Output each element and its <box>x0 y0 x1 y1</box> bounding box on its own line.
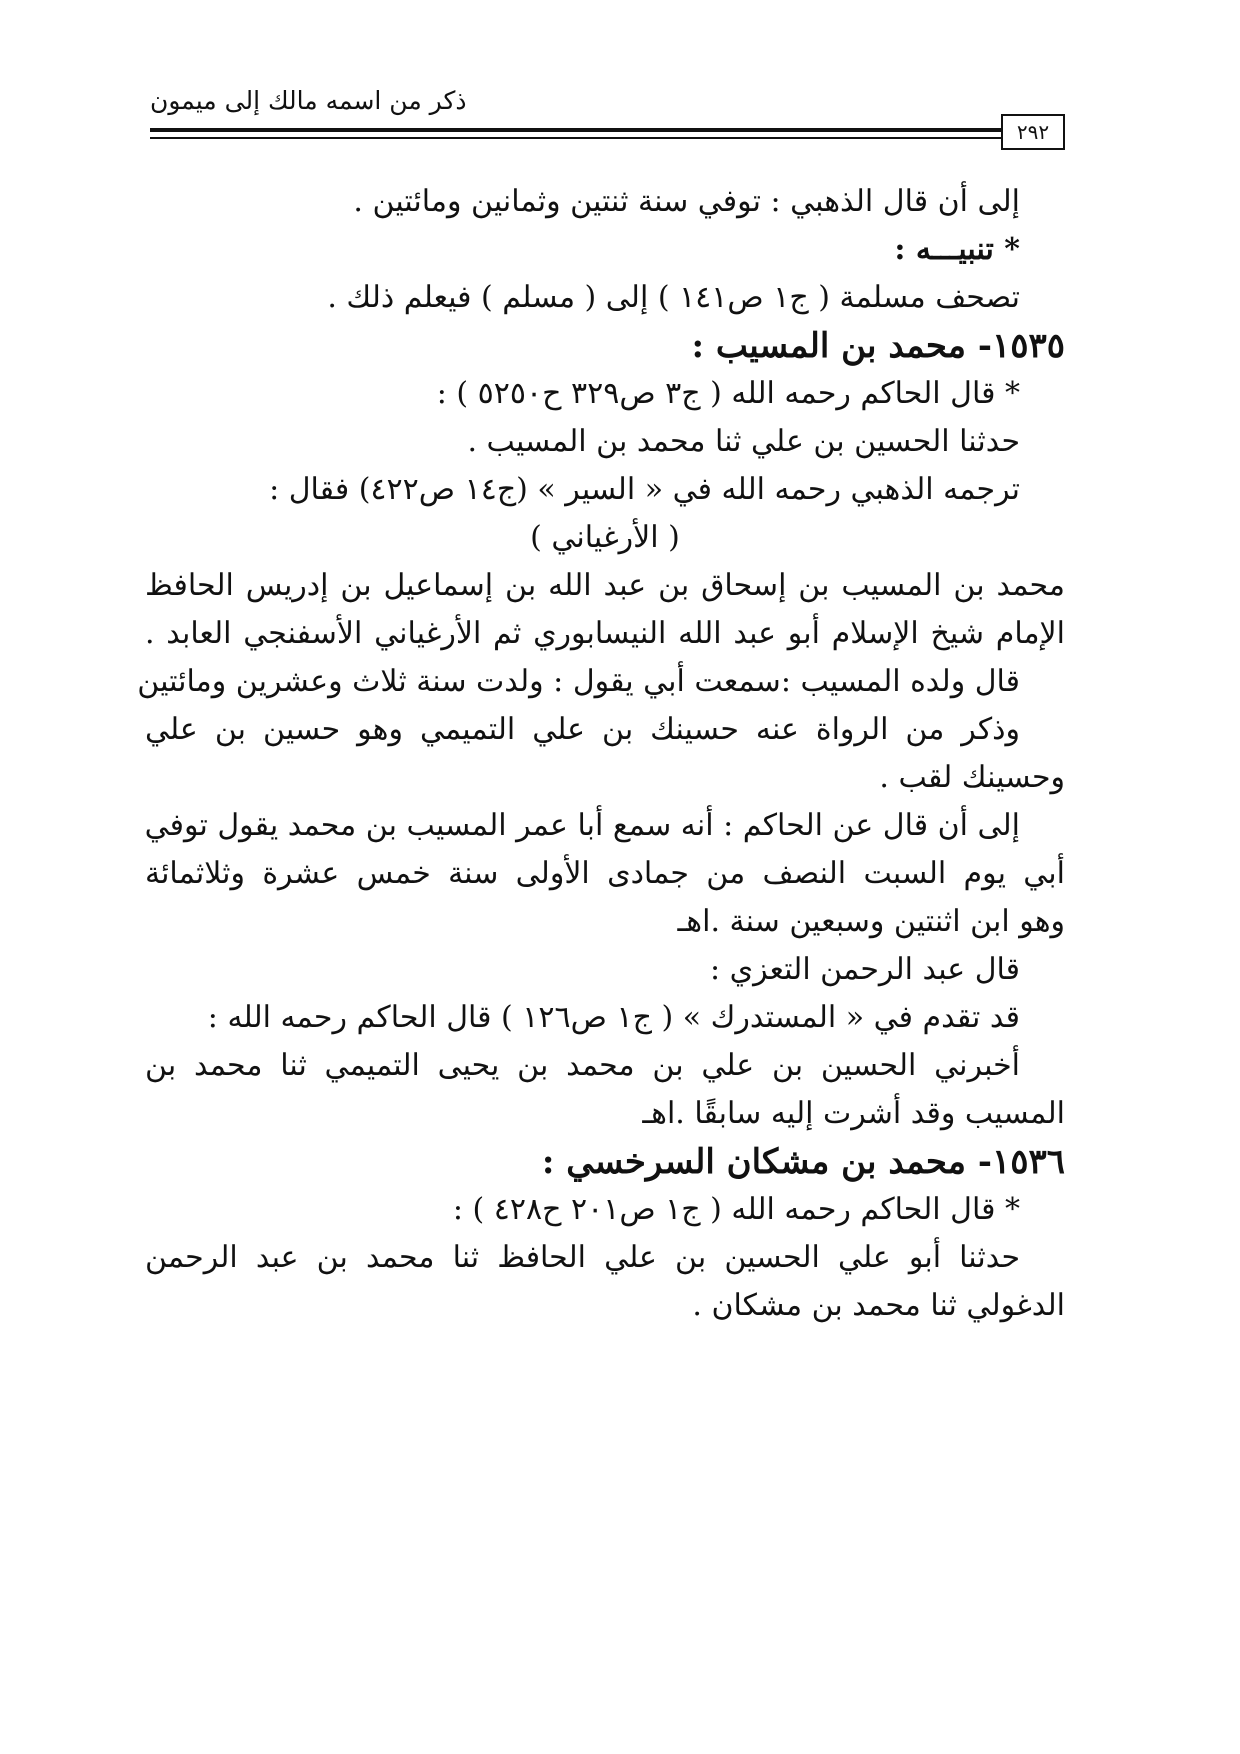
entry-heading-1535: ١٥٣٥- محمد بن المسيب : <box>691 326 1065 366</box>
text-line: الدغولي ثنا محمد بن مشكان . <box>692 1288 1065 1323</box>
text-line: حدثنا الحسين بن علي ثنا محمد بن المسيب . <box>467 424 1020 459</box>
notice-heading: * تنبيـــه : <box>894 232 1020 267</box>
text-line: الإمام شيخ الإسلام أبو عبد الله النيسابوري ثم الأرغياني الأسفنجي العابد . <box>145 616 1065 651</box>
text-line: ترجمه الذهبي رحمه الله في « السير » (ج١٤ ص٤٢٢) فقال : <box>269 472 1020 507</box>
page-body <box>137 178 1065 1330</box>
text-line: * قال الحاكم رحمه الله ( ج٣ ص٣٢٩ ح٥٢٥٠ ) : <box>436 376 1020 411</box>
header-rule-thick <box>150 128 1025 132</box>
text-line: وحسينك لقب . <box>879 760 1065 795</box>
text-line: وهو ابن اثنتين وسبعين سنة .اهـ <box>677 904 1065 939</box>
page-header <box>150 80 1065 150</box>
text-line: أبي يوم السبت النصف من جمادى الأولى سنة خمس عشرة وثلاثمائة <box>145 856 1065 891</box>
text-line: محمد بن المسيب بن إسحاق بن عبد الله بن إسماعيل بن إدريس الحافظ <box>145 568 1065 603</box>
text-line: قد تقدم في « المستدرك » ( ج١ ص١٢٦ ) قال الحاكم رحمه الله : <box>207 1000 1020 1035</box>
header-rule-thin <box>150 137 1025 139</box>
text-line: إلى أن قال الذهبي : توفي سنة ثنتين وثمانين ومائتين . <box>353 184 1020 219</box>
text-line: إلى أن قال عن الحاكم : أنه سمع أبا عمر المسيب بن محمد يقول توفي <box>144 808 1020 843</box>
text-line: قال ولده المسيب :سمعت أبي يقول : ولدت سنة ثلاث وعشرين ومائتين <box>137 664 1020 699</box>
subheading-arghiyani: ( الأرغياني ) <box>530 520 680 555</box>
running-title: ذكر من اسمه مالك إلى ميمون <box>150 86 467 115</box>
text-line: حدثنا أبو علي الحسين بن علي الحافظ ثنا محمد بن عبد الرحمن <box>145 1240 1020 1275</box>
text-line: تصحف مسلمة ( ج١ ص١٤١ ) إلى ( مسلم ) فيعلم ذلك . <box>327 280 1020 315</box>
text-line: وذكر من الرواة عنه حسينك بن علي التميمي وهو حسين بن علي <box>145 712 1020 747</box>
text-line: أخبرني الحسين بن علي بن محمد بن يحيى التميمي ثنا محمد بن <box>145 1048 1020 1083</box>
text-line: * قال الحاكم رحمه الله ( ج١ ص٢٠١ ح٤٢٨ ) : <box>452 1192 1020 1227</box>
text-line: المسيب وقد أشرت إليه سابقًا .اهـ <box>642 1096 1065 1131</box>
page-number: ٢٩٢ <box>1001 114 1065 150</box>
text-line: قال عبد الرحمن التعزي : <box>709 952 1020 987</box>
entry-heading-1536: ١٥٣٦- محمد بن مشكان السرخسي : <box>541 1142 1065 1182</box>
